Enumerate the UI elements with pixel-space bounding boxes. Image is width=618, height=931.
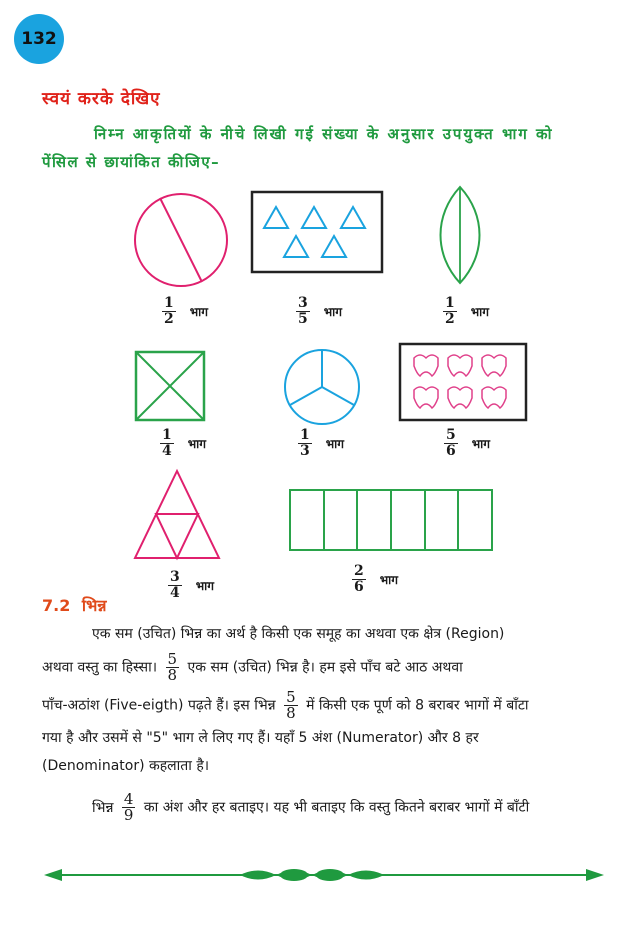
figure-leaf (441, 187, 480, 283)
caption-circle-half: $\frac{1}{2}$ भाग (164, 295, 209, 327)
caption-circle-thirds: $\frac{1}{3}$ भाग (300, 427, 345, 459)
caption-triangle-quarters: $\frac{3}{4}$ भाग (170, 569, 215, 601)
paragraph-1-line-4: गया है और उसमें से "5" भाग ले लिए गए हैं। यहाँ 5 अंश (Numerator) और 8 हर (42, 730, 479, 746)
caption-rectangle-triangles: $\frac{3}{5}$ भाग (298, 295, 343, 327)
figure-rectangle-sixths (290, 490, 492, 550)
figure-square-crossed (136, 352, 204, 420)
decorative-divider (44, 869, 604, 881)
fraction-4-9: $\frac{4}{9}$ (123, 790, 134, 824)
figure-rectangle-six-shapes (400, 344, 526, 420)
figure-rectangle-triangles (252, 192, 382, 272)
activity-title: स्वयं करके देखिए (42, 89, 161, 109)
figure-triangle-quarters (135, 471, 219, 558)
caption-rectangle-sixths: $\frac{2}{6}$ भाग (354, 563, 399, 595)
caption-leaf: $\frac{1}{2}$ भाग (445, 295, 490, 327)
instruction-line-1: निम्न आकृतियों के नीचे लिखी गई संख्या के अनुसार उपयुक्त भाग को (94, 125, 554, 143)
paragraph-1-line-3: पाँच-अठांश (Five-eigth) पढ़ते हैं। इस भिन्न $\frac{5}{8}$ में किसी एक पूर्ण को 8 बराबर भागों में बाँटा (42, 688, 529, 722)
section-number: 7.2 (42, 596, 71, 615)
paragraph-1-line-2: अथवा वस्तु का हिस्सा। $\frac{5}{8}$ एक सम (उचित) भिन्न है। हम इसे पाँच बटे आठ अथवा (42, 650, 463, 684)
page-number: 132 (21, 29, 57, 49)
figure-circle-thirds (285, 350, 359, 424)
caption-rectangle-six-shapes: $\frac{5}{6}$ भाग (446, 427, 491, 459)
section-title: भिन्न (81, 596, 107, 615)
paragraph-1-line-5: (Denominator) कहलाता है। (42, 758, 210, 774)
figure-circle-half (135, 194, 227, 286)
fraction-5-8-b: $\frac{5}{8}$ (286, 688, 296, 722)
fraction-5-8: $\frac{5}{8}$ (167, 650, 178, 684)
caption-square-crossed: $\frac{1}{4}$ भाग (162, 427, 207, 459)
section-heading (42, 594, 106, 616)
paragraph-1-line-1: एक सम (उचित) भिन्न का अर्थ है किसी एक समूह का अथवा एक क्षेत्र (Region) (92, 626, 505, 642)
instruction-line-2: पेंसिल से छायांकित कीजिए– (42, 153, 221, 171)
paragraph-2: भिन्न $\frac{4}{9}$ का अंश और हर बताइए। यह भी बताइए कि वस्तु कितने बराबर भागों में बाँटी (92, 790, 530, 824)
